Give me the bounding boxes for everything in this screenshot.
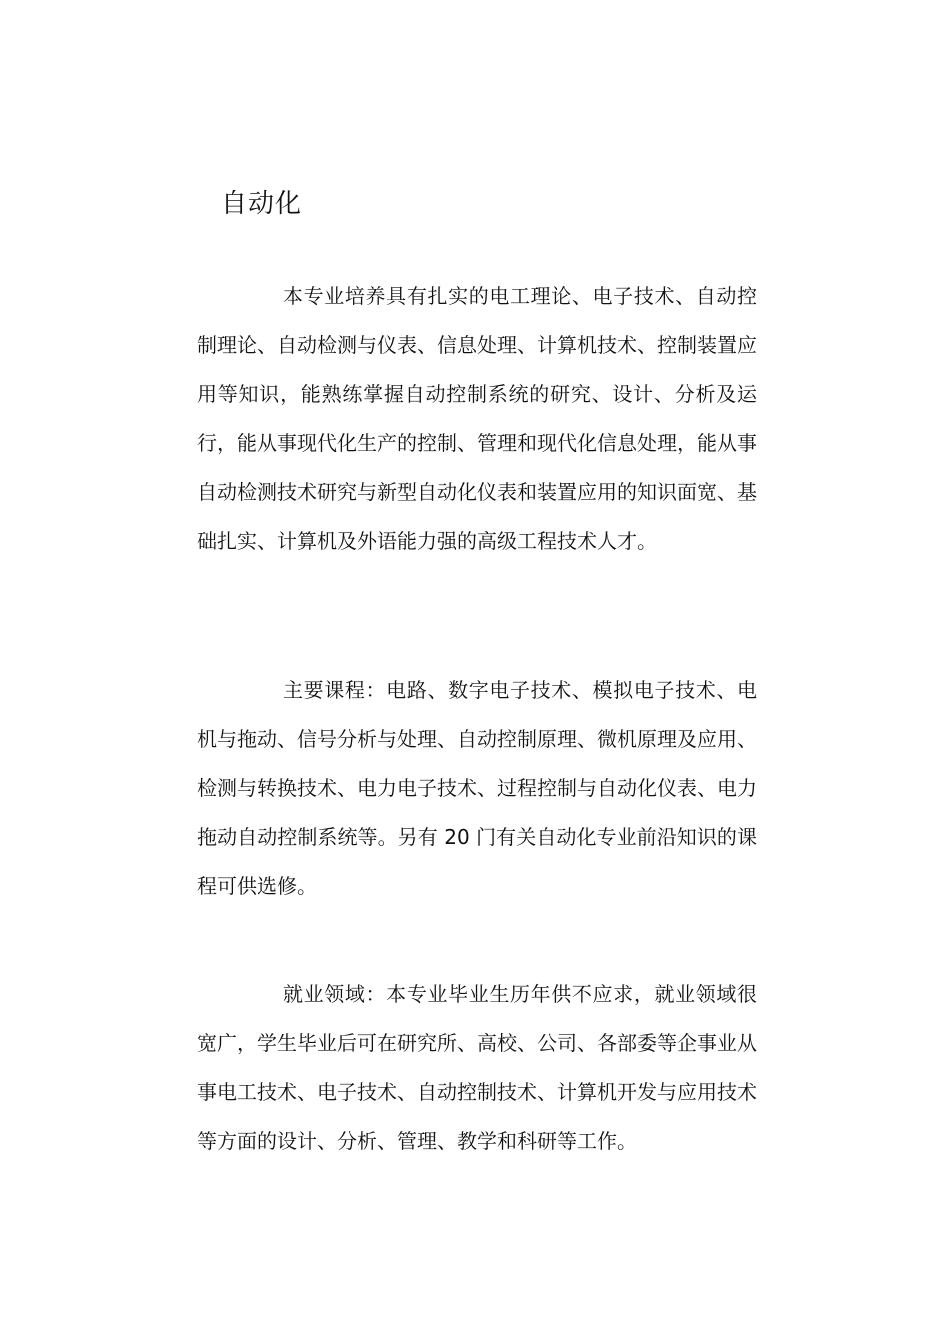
document-title: 自动化 [221, 189, 303, 219]
paragraph-employment: 就业领域：本专业毕业生历年供不应求，就业领域很宽广，学生毕业后可在研究所、高校、公司、各部委等企事业从事电工技术、电子技术、自动控制技术、计算机开发与应用技术等方面的设计、分析、管理、教学和科研等工作。 [197, 982, 757, 1153]
paragraph-main-courses: 主要课程：电路、数字电子技术、模拟电子技术、电机与拖动、信号分析与处理、自动控制原理、微机原理及应用、检测与转换技术、电力电子技术、过程控制与自动化仪表、电力拖动自动控制系统等。另有 20 门有关自动化专业前沿知识的课程可供选修。 [197, 678, 757, 898]
paragraph-training-goal: 本专业培养具有扎实的电工理论、电子技术、自动控制理论、自动检测与仪表、信息处理、计算机技术、控制装置应用等知识，能熟练掌握自动控制系统的研究、设计、分析及运行，能从事现代化生产的控制、管理和现代化信息处理，能从事自动检测技术研究与新型自动化仪表和装置应用的知识面宽、基础扎实、计算机及外语能力强的高级工程技术人才。 [197, 284, 757, 553]
